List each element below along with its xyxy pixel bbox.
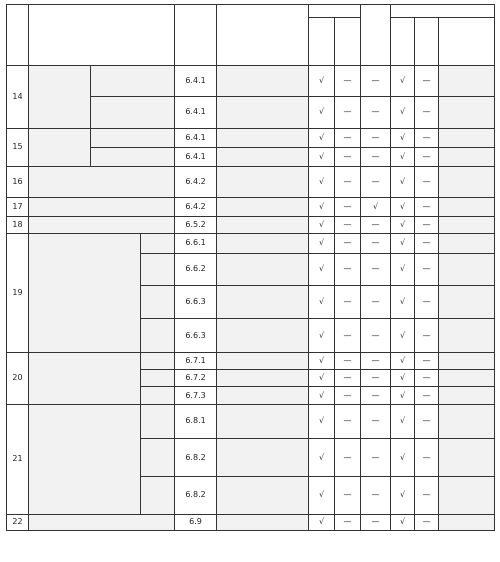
period-cell <box>439 147 495 166</box>
period-cell <box>439 66 495 97</box>
sub-item <box>141 370 175 387</box>
stab-sample-cell: — <box>415 234 439 253</box>
period-cell <box>439 253 495 285</box>
table-row <box>7 234 495 253</box>
col-header-item <box>29 5 175 66</box>
stab-sample-cell: — <box>415 352 439 369</box>
status-cell: √ <box>361 197 391 216</box>
stab-sample-cell: — <box>415 253 439 285</box>
acc-full-cell: √ <box>309 514 335 530</box>
stab-check-cell: √ <box>391 234 415 253</box>
period-cell <box>439 370 495 387</box>
item-name <box>29 234 141 353</box>
acc-sample-cell: — <box>335 352 361 369</box>
stab-check-cell: √ <box>391 167 415 197</box>
stab-check-cell: √ <box>391 387 415 404</box>
stab-check-cell: √ <box>391 514 415 530</box>
sub-item <box>91 128 175 147</box>
table-row <box>7 514 495 530</box>
requirement-cell <box>217 97 309 128</box>
acc-full-cell: √ <box>309 216 335 233</box>
acc-sample-cell: — <box>335 370 361 387</box>
item-name <box>29 216 175 233</box>
method-cell: 6.6.3 <box>175 286 217 319</box>
status-cell: — <box>361 234 391 253</box>
stab-sample-cell: — <box>415 387 439 404</box>
row-number: 20 <box>7 352 29 404</box>
status-cell: — <box>361 97 391 128</box>
acc-full-cell: √ <box>309 66 335 97</box>
acc-full-cell: √ <box>309 128 335 147</box>
stab-sample-cell: — <box>415 97 439 128</box>
status-cell: — <box>361 286 391 319</box>
method-cell: 6.7.2 <box>175 370 217 387</box>
acc-full-cell: √ <box>309 147 335 166</box>
method-cell: 6.6.1 <box>175 234 217 253</box>
row-number: 18 <box>7 216 29 233</box>
acc-full-cell: √ <box>309 197 335 216</box>
method-cell: 6.6.2 <box>175 253 217 285</box>
status-cell: — <box>361 370 391 387</box>
inspection-table <box>6 4 495 531</box>
col-header-status <box>361 5 391 66</box>
period-cell <box>439 439 495 477</box>
requirement-cell <box>217 216 309 233</box>
table-row <box>7 128 495 147</box>
acc-sample-cell: — <box>335 439 361 477</box>
requirement-cell <box>217 387 309 404</box>
acc-full-cell: √ <box>309 404 335 439</box>
method-cell: 6.4.1 <box>175 97 217 128</box>
method-cell: 6.8.1 <box>175 404 217 439</box>
stab-sample-cell: — <box>415 476 439 514</box>
acc-sample-cell: — <box>335 147 361 166</box>
acc-sample-cell: — <box>335 167 361 197</box>
acc-sample-cell: — <box>335 97 361 128</box>
stab-check-cell: √ <box>391 319 415 352</box>
status-cell: — <box>361 352 391 369</box>
period-cell <box>439 476 495 514</box>
stab-check-cell: √ <box>391 216 415 233</box>
acc-full-cell: √ <box>309 319 335 352</box>
col-header-acc-sample <box>335 18 361 66</box>
requirement-cell <box>217 147 309 166</box>
period-cell <box>439 167 495 197</box>
status-cell: — <box>361 514 391 530</box>
stab-check-cell: √ <box>391 66 415 97</box>
period-cell <box>439 128 495 147</box>
sub-item <box>141 253 175 285</box>
row-number: 16 <box>7 167 29 197</box>
period-cell <box>439 197 495 216</box>
stab-check-cell: √ <box>391 197 415 216</box>
method-cell: 6.7.1 <box>175 352 217 369</box>
stab-check-cell: √ <box>391 286 415 319</box>
method-cell: 6.4.1 <box>175 128 217 147</box>
stab-sample-cell: — <box>415 370 439 387</box>
sub-item <box>141 439 175 477</box>
stab-sample-cell: — <box>415 439 439 477</box>
requirement-cell <box>217 167 309 197</box>
requirement-cell <box>217 128 309 147</box>
period-cell <box>439 286 495 319</box>
acc-sample-cell: — <box>335 253 361 285</box>
acc-full-cell: √ <box>309 370 335 387</box>
requirement-cell <box>217 319 309 352</box>
item-name <box>29 514 175 530</box>
table-row <box>7 404 495 439</box>
requirement-cell <box>217 234 309 253</box>
acc-sample-cell: — <box>335 128 361 147</box>
acc-sample-cell: — <box>335 234 361 253</box>
period-cell <box>439 514 495 530</box>
stab-check-cell: √ <box>391 253 415 285</box>
sub-item <box>141 387 175 404</box>
acc-sample-cell: — <box>335 387 361 404</box>
status-cell: — <box>361 387 391 404</box>
item-name <box>29 128 91 167</box>
stab-check-cell: √ <box>391 439 415 477</box>
item-name <box>29 404 141 514</box>
method-cell: 6.7.3 <box>175 387 217 404</box>
sub-item <box>141 286 175 319</box>
stab-check-cell: √ <box>391 476 415 514</box>
row-number: 21 <box>7 404 29 514</box>
item-name <box>29 167 175 197</box>
col-header-stability <box>391 5 495 18</box>
method-cell: 6.6.3 <box>175 319 217 352</box>
requirement-cell <box>217 66 309 97</box>
col-header-method <box>175 5 217 66</box>
table-row <box>7 167 495 197</box>
method-cell: 6.4.2 <box>175 197 217 216</box>
item-name <box>29 197 175 216</box>
stab-sample-cell: — <box>415 404 439 439</box>
stab-check-cell: √ <box>391 404 415 439</box>
status-cell: — <box>361 404 391 439</box>
stab-check-cell: √ <box>391 147 415 166</box>
requirement-cell <box>217 476 309 514</box>
requirement-cell <box>217 439 309 477</box>
status-cell: — <box>361 128 391 147</box>
sub-item <box>91 97 175 128</box>
acc-full-cell: √ <box>309 167 335 197</box>
row-number: 15 <box>7 128 29 167</box>
requirement-cell <box>217 404 309 439</box>
stab-check-cell: √ <box>391 97 415 128</box>
period-cell <box>439 404 495 439</box>
col-header-period <box>439 18 495 66</box>
table-row <box>7 66 495 97</box>
sub-item <box>91 147 175 166</box>
stab-sample-cell: — <box>415 147 439 166</box>
sub-item <box>141 404 175 439</box>
status-cell: — <box>361 476 391 514</box>
acc-sample-cell: — <box>335 197 361 216</box>
col-header-index <box>7 5 29 66</box>
period-cell <box>439 352 495 369</box>
requirement-cell <box>217 370 309 387</box>
row-number: 14 <box>7 66 29 129</box>
stab-sample-cell: — <box>415 66 439 97</box>
stab-sample-cell: — <box>415 128 439 147</box>
status-cell: — <box>361 147 391 166</box>
period-cell <box>439 216 495 233</box>
acc-sample-cell: — <box>335 286 361 319</box>
status-cell: — <box>361 66 391 97</box>
status-cell: — <box>361 439 391 477</box>
row-number: 22 <box>7 514 29 530</box>
acc-sample-cell: — <box>335 319 361 352</box>
sub-item <box>141 234 175 253</box>
sub-item <box>91 66 175 97</box>
method-cell: 6.4.2 <box>175 167 217 197</box>
status-cell: — <box>361 216 391 233</box>
method-cell: 6.8.2 <box>175 439 217 477</box>
requirement-cell <box>217 253 309 285</box>
status-cell: — <box>361 319 391 352</box>
sub-item <box>141 319 175 352</box>
method-cell: 6.4.1 <box>175 147 217 166</box>
method-cell: 6.8.2 <box>175 476 217 514</box>
item-name <box>29 352 141 404</box>
requirement-cell <box>217 514 309 530</box>
acc-sample-cell: — <box>335 66 361 97</box>
stab-check-cell: √ <box>391 370 415 387</box>
table-row <box>7 216 495 233</box>
table-row <box>7 197 495 216</box>
status-cell: — <box>361 253 391 285</box>
acc-full-cell: √ <box>309 97 335 128</box>
col-header-stab-check <box>391 18 415 66</box>
sub-item <box>141 352 175 369</box>
col-header-stab-sample <box>415 18 439 66</box>
stab-sample-cell: — <box>415 286 439 319</box>
method-cell: 6.9 <box>175 514 217 530</box>
acc-sample-cell: — <box>335 216 361 233</box>
period-cell <box>439 97 495 128</box>
stab-sample-cell: — <box>415 216 439 233</box>
requirement-cell <box>217 197 309 216</box>
col-header-requirement <box>217 5 309 66</box>
acc-sample-cell: — <box>335 476 361 514</box>
col-header-acceptance <box>309 5 361 18</box>
period-cell <box>439 387 495 404</box>
stab-sample-cell: — <box>415 167 439 197</box>
row-number: 19 <box>7 234 29 353</box>
acc-sample-cell: — <box>335 404 361 439</box>
acc-full-cell: √ <box>309 439 335 477</box>
col-header-acc-full <box>309 18 335 66</box>
period-cell <box>439 234 495 253</box>
stab-sample-cell: — <box>415 197 439 216</box>
row-number: 17 <box>7 197 29 216</box>
method-cell: 6.4.1 <box>175 66 217 97</box>
requirement-cell <box>217 286 309 319</box>
stab-check-cell: √ <box>391 352 415 369</box>
stab-check-cell: √ <box>391 128 415 147</box>
table-row <box>7 352 495 369</box>
sub-item <box>141 476 175 514</box>
requirement-cell <box>217 352 309 369</box>
acc-sample-cell: — <box>335 514 361 530</box>
acc-full-cell: √ <box>309 253 335 285</box>
method-cell: 6.5.2 <box>175 216 217 233</box>
status-cell: — <box>361 167 391 197</box>
stab-sample-cell: — <box>415 319 439 352</box>
acc-full-cell: √ <box>309 286 335 319</box>
acc-full-cell: √ <box>309 352 335 369</box>
stab-sample-cell: — <box>415 514 439 530</box>
acc-full-cell: √ <box>309 387 335 404</box>
acc-full-cell: √ <box>309 476 335 514</box>
period-cell <box>439 319 495 352</box>
item-name <box>29 66 91 129</box>
acc-full-cell: √ <box>309 234 335 253</box>
